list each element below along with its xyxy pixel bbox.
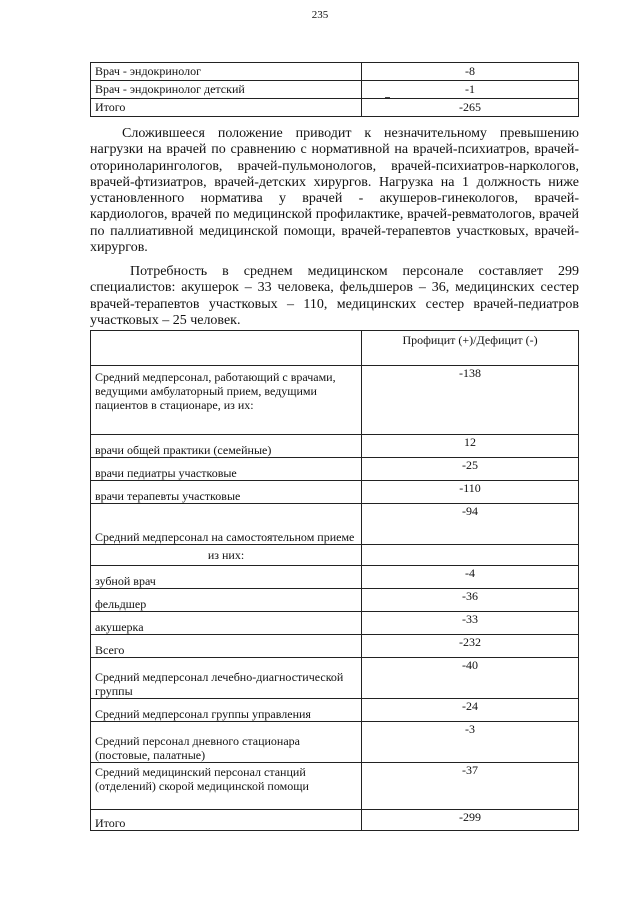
table-row xyxy=(91,763,579,810)
table-row xyxy=(91,458,579,481)
table-row xyxy=(91,504,579,545)
row-label: акушерка xyxy=(95,620,144,634)
row-value: 12 xyxy=(362,435,579,458)
table-row xyxy=(91,589,579,612)
row-value: -299 xyxy=(362,810,579,831)
row-label: Средний медперсонал на самостоятельном приеме xyxy=(95,530,355,544)
row-label: Средний медицинский персонал станций (отделений) скорой медицинской помощи xyxy=(91,763,362,810)
row-value: -36 xyxy=(362,589,579,612)
row-value: -110 xyxy=(362,481,579,504)
row-label: врачи терапевты участковые xyxy=(95,489,241,503)
table-row xyxy=(91,435,579,458)
row-value: -232 xyxy=(362,635,579,658)
table-row xyxy=(91,81,579,99)
table-row xyxy=(91,481,579,504)
row-label: врачи педиатры участковые xyxy=(95,466,237,480)
row-label: Итого xyxy=(91,99,362,117)
row-label: Врач - эндокринолог детский xyxy=(91,81,362,99)
table-row xyxy=(91,545,579,566)
table-row xyxy=(91,699,579,722)
paragraph-nursing-need: Потребность в среднем медицинском персонале составляет 299 специалистов: акушерок – 33 человека, фельдшеров – 36, медицинских сестер врачей-терапевтов участковых – 110, медицинских сестер врачей-педиатров участковых – 25 человек. xyxy=(90,264,579,328)
row-value: -265 xyxy=(362,99,579,117)
row-value: -33 xyxy=(362,612,579,635)
row-value: -25 xyxy=(362,458,579,481)
row-value: -24 xyxy=(362,699,579,722)
table-row xyxy=(91,366,579,435)
row-label: Средний медперсонал группы управления xyxy=(95,707,311,721)
table-row xyxy=(91,612,579,635)
row-label: фельдшер xyxy=(95,597,147,611)
page-number: 235 xyxy=(311,9,329,21)
table-row xyxy=(91,63,579,81)
staffing-table-doctors xyxy=(90,62,579,117)
staffing-table-nursing xyxy=(90,330,579,831)
row-value xyxy=(362,545,579,566)
header-label xyxy=(91,331,362,366)
row-label: зубной врач xyxy=(95,574,156,588)
row-label: Средний медперсонал лечебно-диагностической группы xyxy=(95,670,344,698)
row-label: Врач - эндокринолог xyxy=(91,63,362,81)
table-row xyxy=(91,658,579,699)
row-value: -3 xyxy=(362,722,579,763)
table-row xyxy=(91,99,579,117)
row-value: -8 xyxy=(362,63,579,81)
row-label: Всего xyxy=(95,643,125,657)
table-row xyxy=(91,810,579,831)
row-value: -1 xyxy=(362,81,579,99)
row-label: Средний медперсонал, работающий с врачами, ведущими амбулаторный прием, ведущими пациентов в стационаре, из их: xyxy=(91,366,362,435)
table-row xyxy=(91,722,579,763)
header-value: Профицит (+)/Дефицит (-) xyxy=(362,331,579,366)
table-row xyxy=(91,566,579,589)
row-value: -94 xyxy=(362,504,579,545)
table-header-row xyxy=(91,331,579,366)
table-row xyxy=(91,635,579,658)
row-label: Средний персонал дневного стационара (постовые, палатные) xyxy=(95,734,300,762)
row-label: из них: xyxy=(91,545,362,566)
row-value: -40 xyxy=(362,658,579,699)
scan-mark xyxy=(385,97,390,98)
row-label: врачи общей практики (семейные) xyxy=(95,443,272,457)
row-value: -138 xyxy=(362,366,579,435)
row-label: Итого xyxy=(95,816,126,830)
row-value: -4 xyxy=(362,566,579,589)
paragraph-workload: Сложившееся положение приводит к незначительному превышению нагрузки на врачей по сравнению с нормативной на врачей-психиатров, врачей-оториноларингологов, врачей-пульмонологов, врачей-психиатров-наркологов, врачей-фтизиатров, врачей-детских хирургов. Нагрузка на 1 должность ниже установленного норматива у врачей - акушеров-гинекологов, врачей-кардиологов, врачей по медицинской профилактике, врачей-ревматологов, врачей по паллиативной медицинской помощи, врачей-терапевтов участковых, врачей-хирургов. xyxy=(90,126,579,256)
row-value: -37 xyxy=(362,763,579,810)
